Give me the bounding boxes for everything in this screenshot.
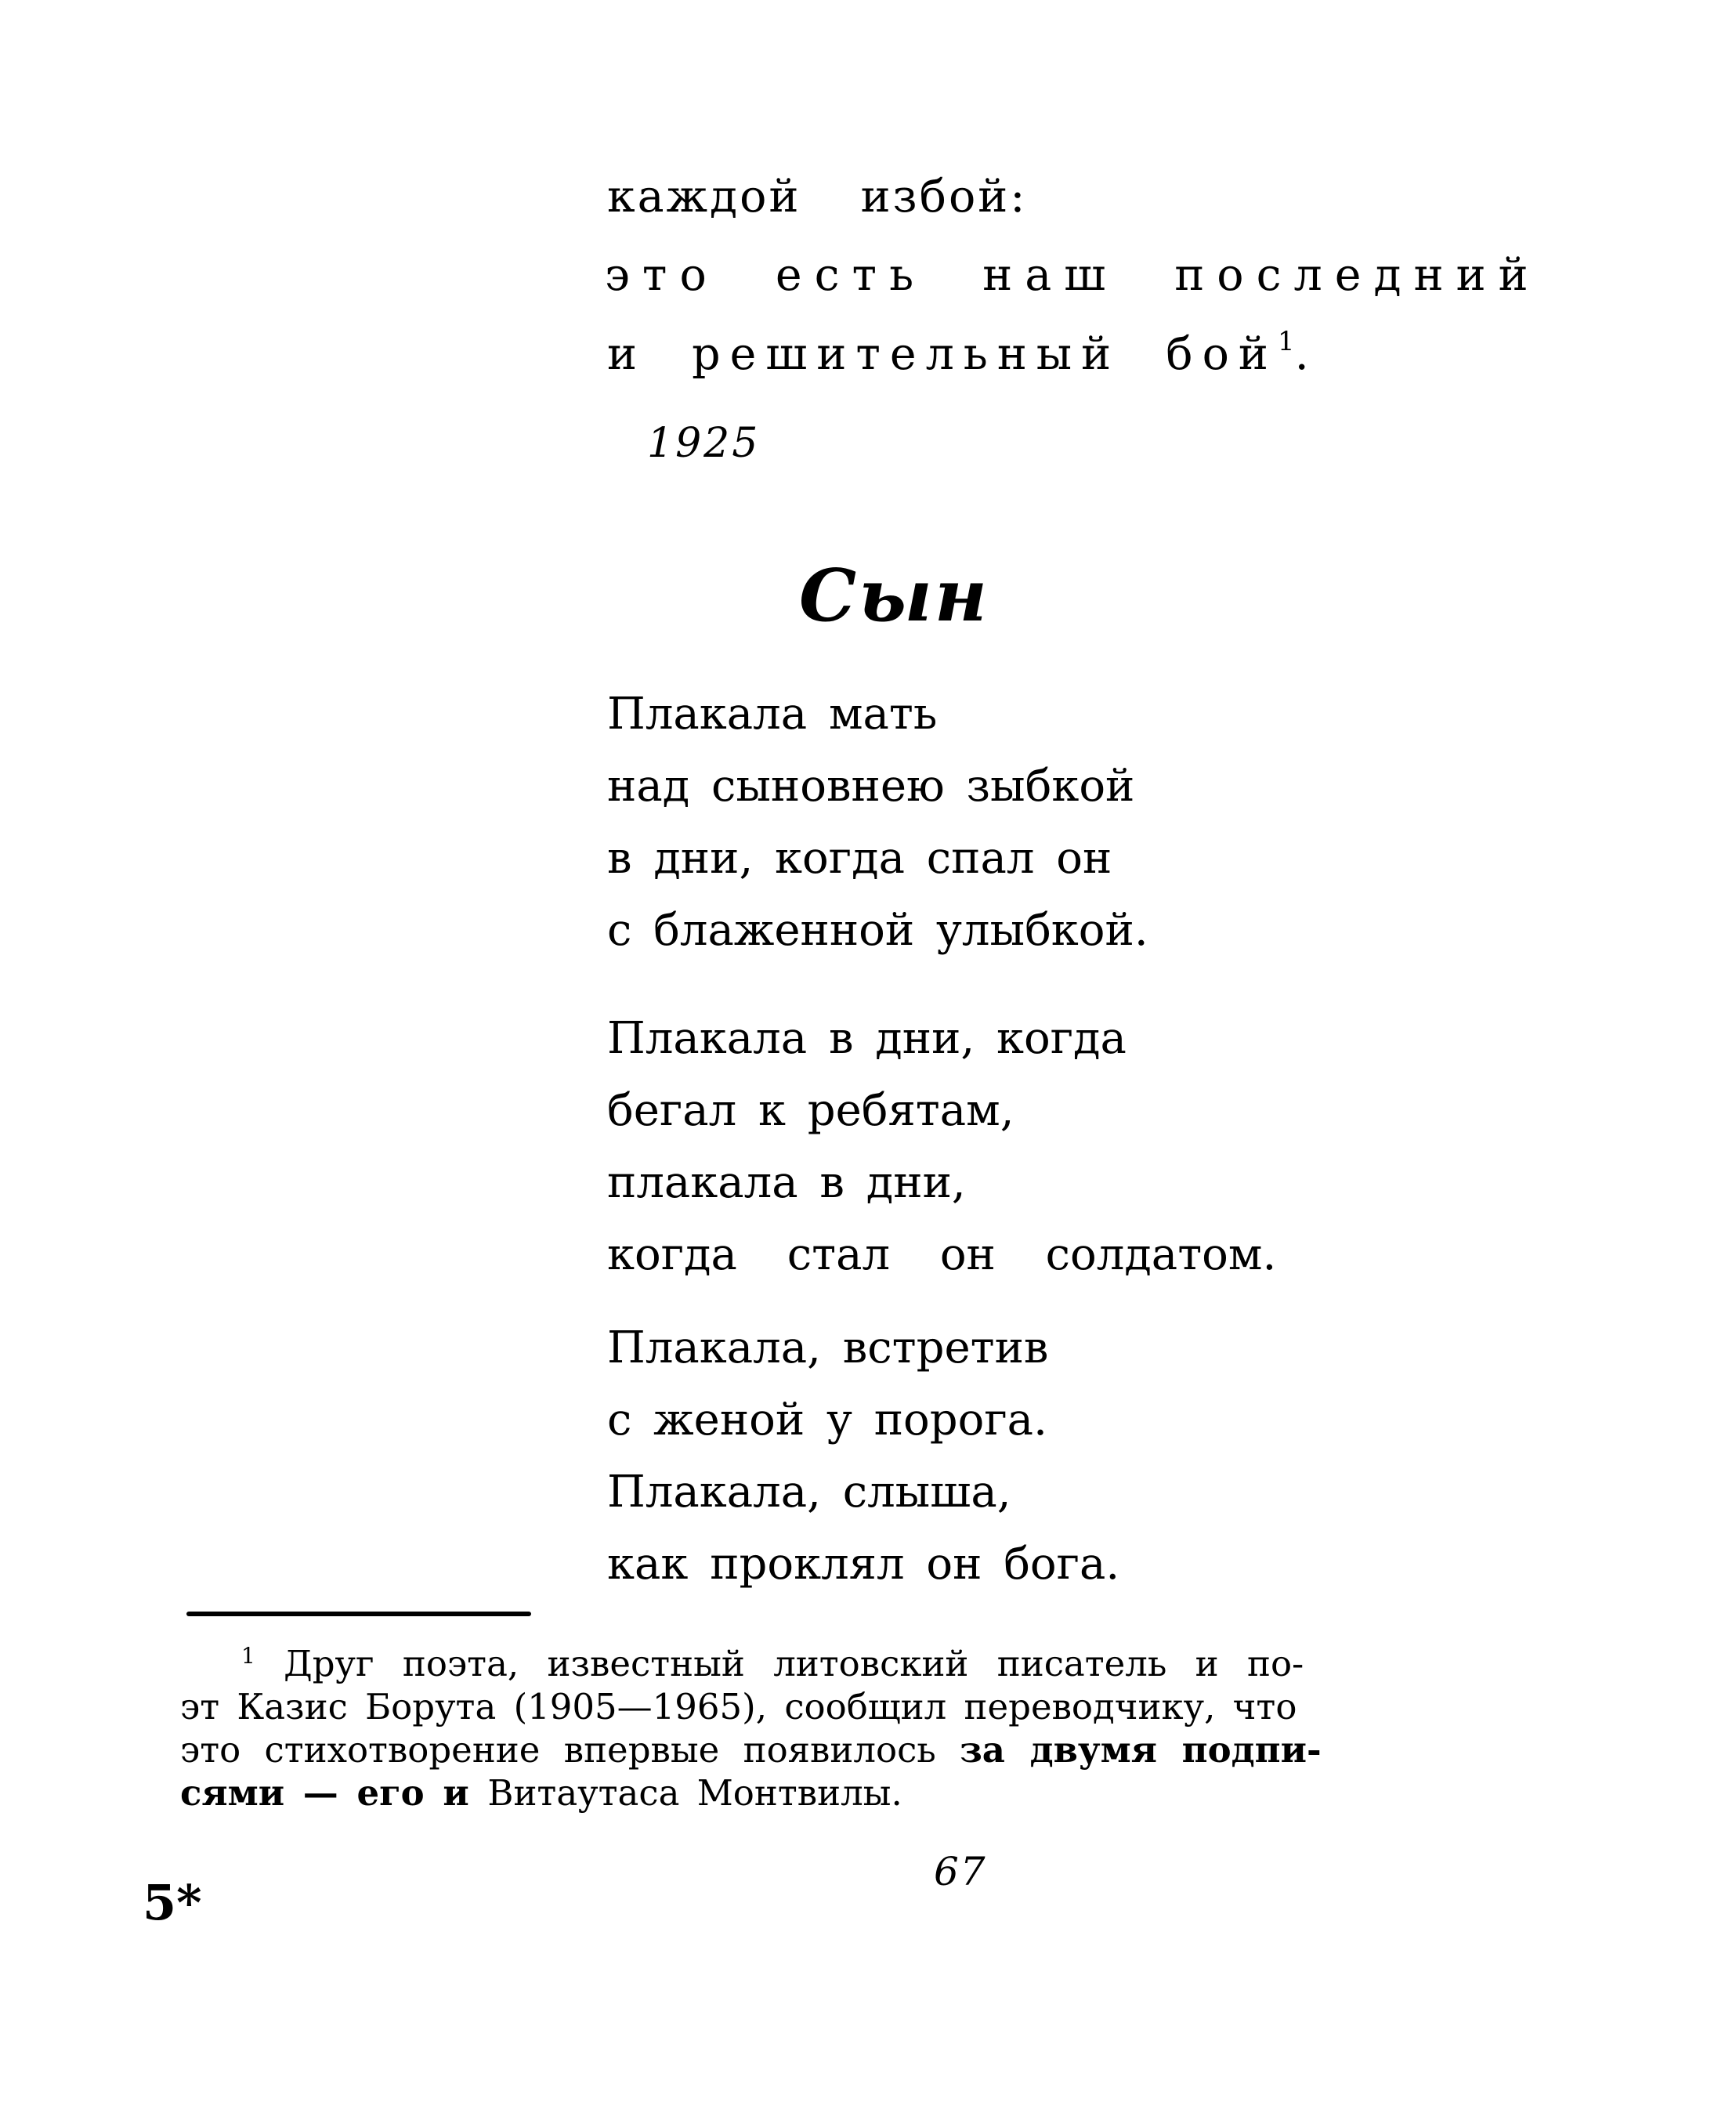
verse-line: Плакала, слыша, xyxy=(607,1467,1011,1518)
verse-line: плакала в дни, xyxy=(607,1157,966,1208)
verse-line: Плакала, встретив xyxy=(607,1322,1049,1373)
epigraph-line-1: каждой избой: xyxy=(607,171,1028,222)
epigraph-line-2: это есть наш последний xyxy=(605,249,1541,301)
footnote-block xyxy=(180,1634,1590,1814)
verse-line: над сыновнею зыбкой xyxy=(607,761,1135,812)
verse-line: Плакала мать xyxy=(607,689,938,740)
verse-line: с женой у порога. xyxy=(607,1395,1047,1445)
verse-line: Плакала в дни, когда xyxy=(607,1013,1127,1064)
page-number: 67 xyxy=(934,1849,987,1894)
epigraph-line-3-text: и решительный бой xyxy=(607,328,1278,380)
footnote-line-3 xyxy=(180,1728,1590,1771)
epigraph-line-3-period: . xyxy=(1294,328,1318,380)
epigraph-line-3 xyxy=(607,326,1318,380)
footnote-line-1-text: Друг поэта, известный литовский писатель и по- xyxy=(284,1643,1304,1684)
footnote-divider-rule xyxy=(186,1612,531,1616)
printer-signature-mark: 5* xyxy=(143,1874,202,1931)
footnote-line-4-bold-text: сями — его и xyxy=(180,1772,488,1814)
poem-title: Сын xyxy=(799,553,989,638)
footnote-line-2: эт Казис Борута (1905—1965), сообщил переводчику, что xyxy=(180,1686,1297,1727)
stanza-3 xyxy=(607,1312,1119,1601)
footnote-reference-mark: 1 xyxy=(1277,326,1295,357)
verse-line: когда стал он солдатом. xyxy=(607,1229,1277,1280)
footnote-marker: 1 xyxy=(241,1643,255,1669)
verse-line: в дни, когда спал он xyxy=(607,833,1112,884)
stanza-2 xyxy=(607,1003,1276,1291)
stanza-1 xyxy=(607,678,1148,967)
verse-line: с блаженной улыбкой. xyxy=(607,905,1148,956)
verse-line: как проклял он бога. xyxy=(607,1539,1120,1590)
verse-line: бегал к ребятам, xyxy=(607,1085,1014,1136)
footnote-line-4-text: Витаутаса Монтвилы. xyxy=(487,1772,902,1814)
poem-year: 1925 xyxy=(647,420,761,467)
footnote-line-3-text: это стихотворение впервые появилось xyxy=(180,1729,960,1771)
footnote-line-4 xyxy=(180,1771,1590,1814)
footnote-line-1 xyxy=(180,1634,1590,1685)
footnote-line-3-bold-text: за двумя подпи- xyxy=(960,1729,1322,1771)
